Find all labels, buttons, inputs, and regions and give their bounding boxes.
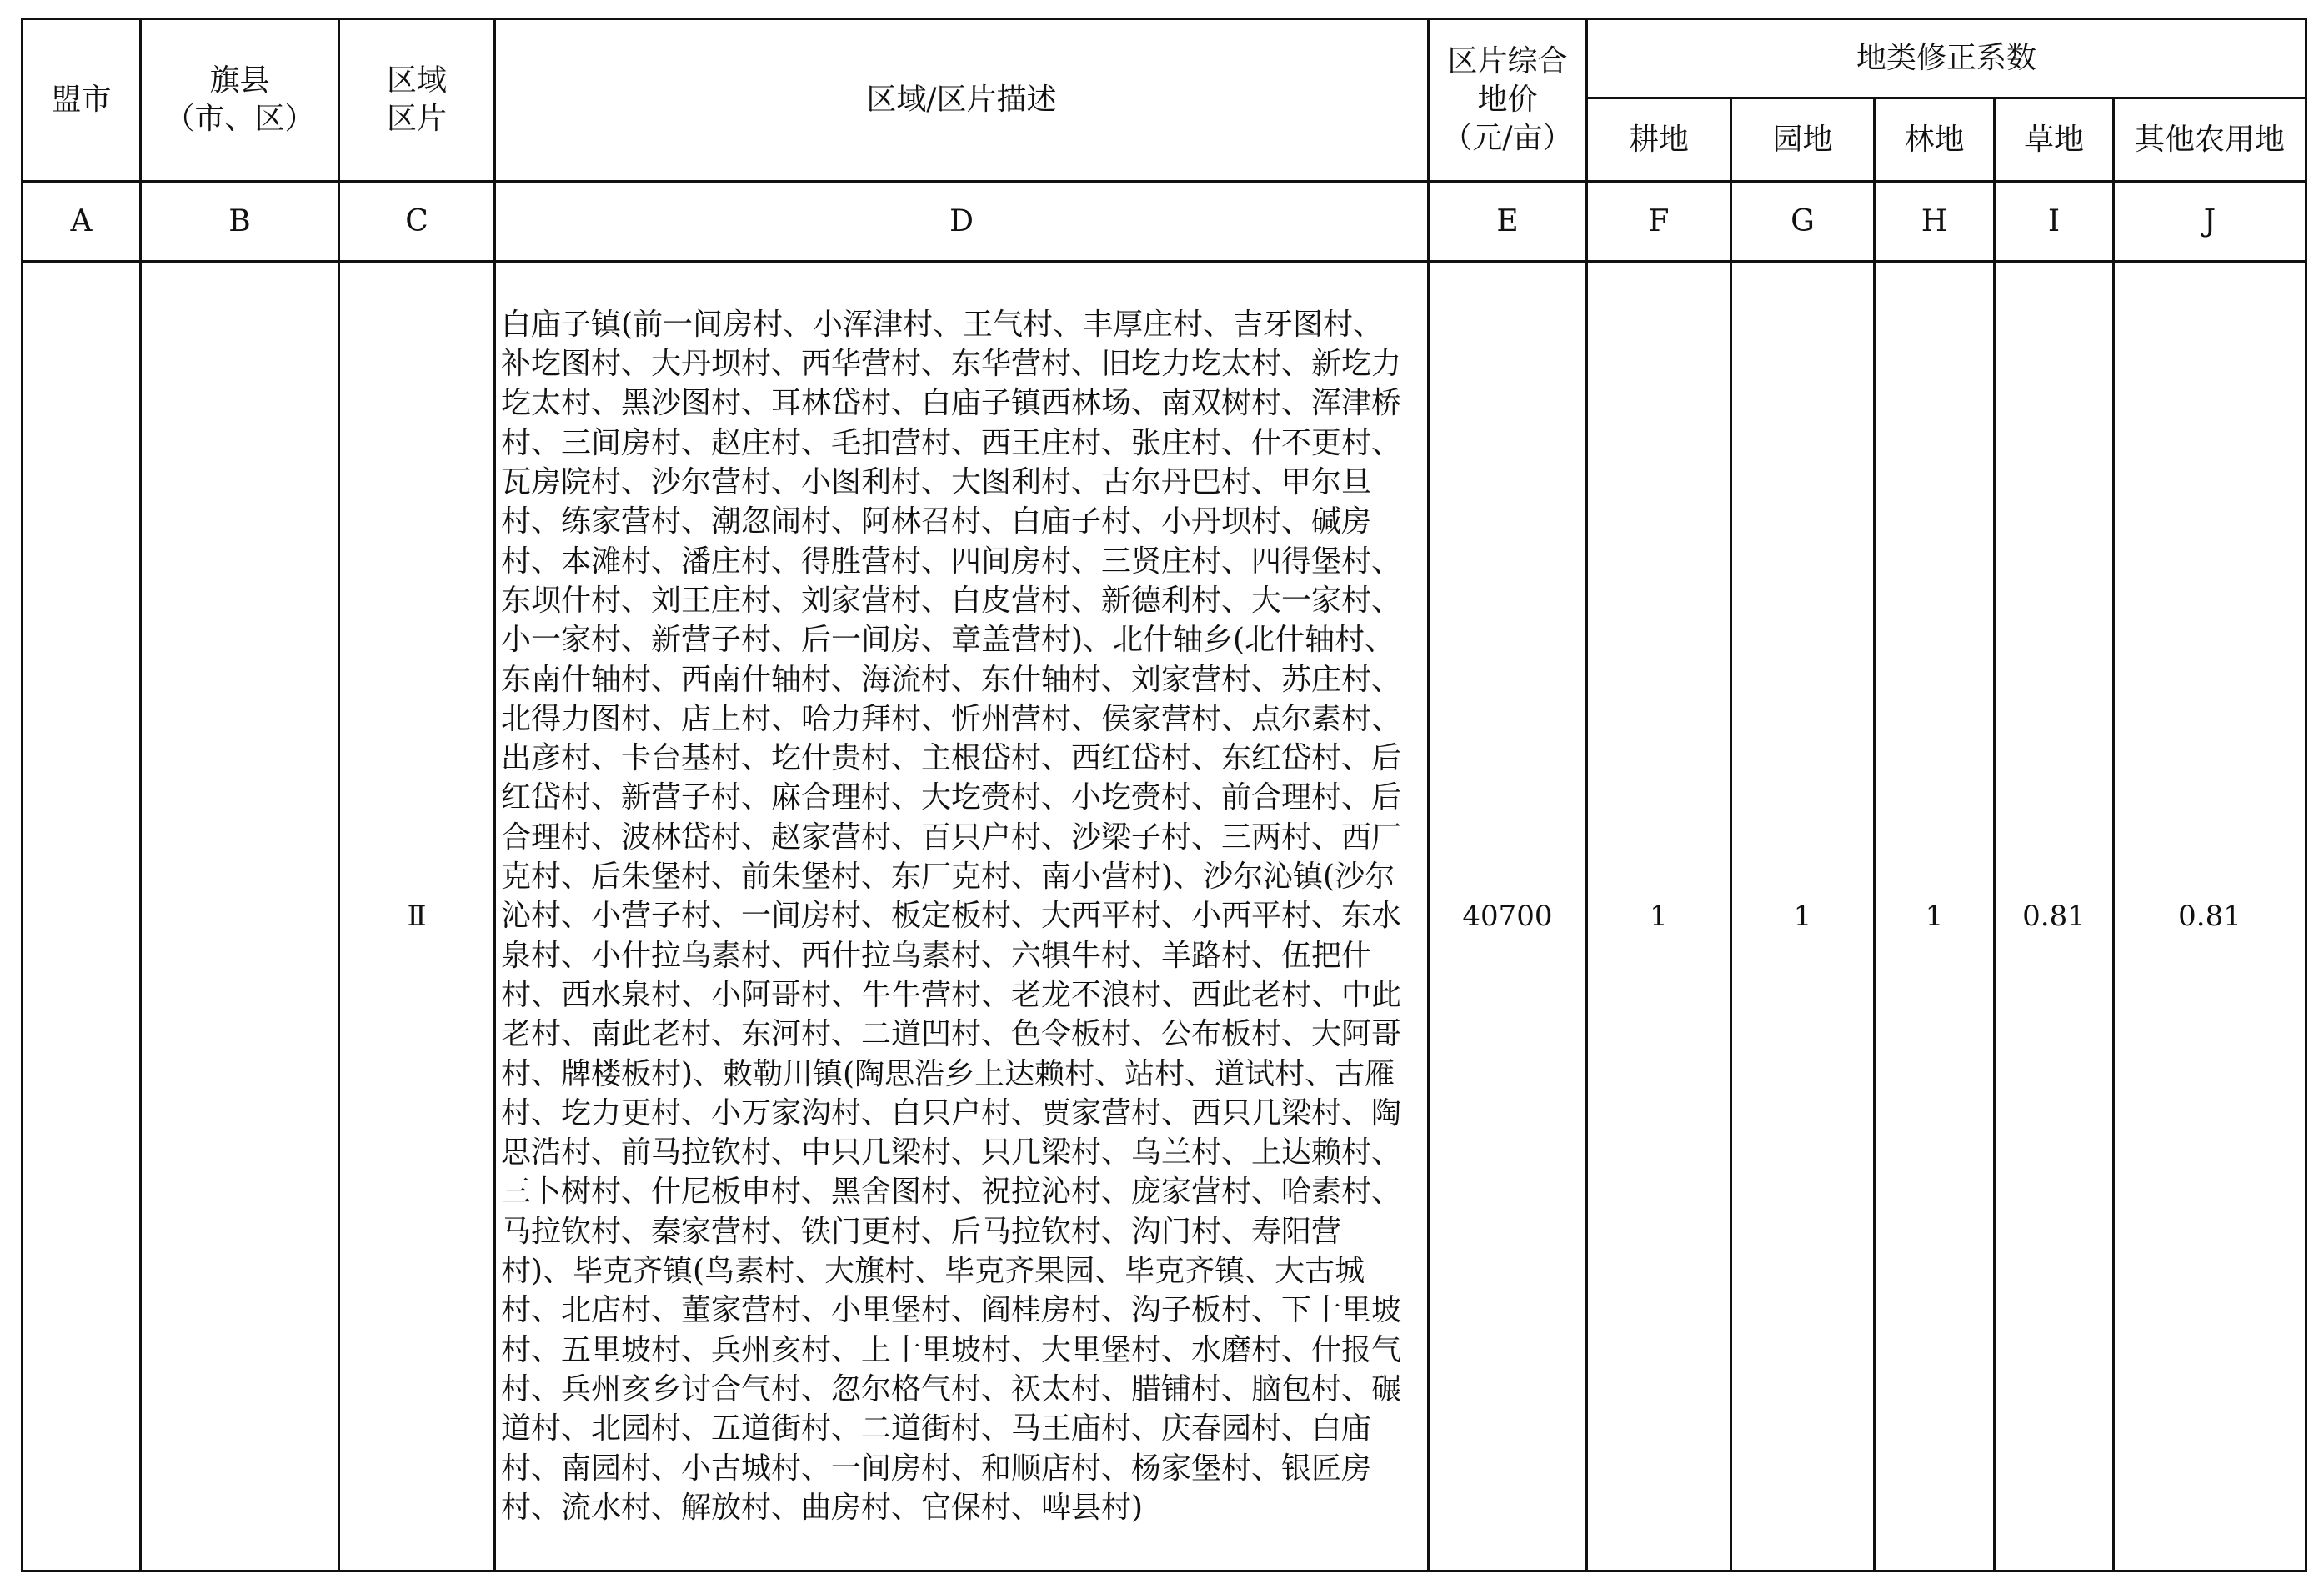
column-letter: C [339, 182, 495, 262]
description-line: 瓦房院村、沙尔营村、小图利村、大图利村、古尔丹巴村、甲尔旦 [501, 465, 1372, 500]
description-line: 补圪图村、大丹坝村、西华营村、东华营村、旧圪力圪太村、新圪力 [501, 347, 1402, 382]
column-letter: E [1429, 182, 1587, 262]
header-league-city: 盟市 [23, 19, 141, 182]
land-price-table [21, 18, 2307, 1572]
cell-grassland: 0.81 [1995, 262, 2114, 1571]
description-line: 道村、北园村、五道街村、二道街村、马王庙村、庆春园村、白庙 [501, 1411, 1372, 1446]
column-letter: G [1731, 182, 1875, 262]
header-farmland: 耕地 [1587, 98, 1731, 182]
description-line: 合理村、波林岱村、赵家营村、百只户村、沙梁子村、三两村、西厂 [501, 820, 1402, 855]
description-line: 小一家村、新营子村、后一间房、章盖营村)、北什轴乡(北什轴村、 [501, 623, 1395, 658]
header-county-line1: 旗县 [209, 63, 270, 98]
header-coefficient-group: 地类修正系数 [1587, 19, 2306, 98]
description-line: 思浩村、前马拉钦村、中只几梁村、只几梁村、乌兰村、上达赖村、 [501, 1135, 1402, 1170]
description-line: 村、北店村、董家营村、小里堡村、阎桂房村、沟子板村、下十里坡 [501, 1293, 1402, 1328]
description-line: 村、流水村、解放村、曲房村、官保村、啤县村) [501, 1490, 1144, 1525]
column-letter: H [1875, 182, 1995, 262]
description-line: 东南什轴村、西南什轴村、海流村、东什轴村、刘家营村、苏庄村、 [501, 662, 1402, 697]
cell-league-city [23, 262, 141, 1571]
header-forest: 林地 [1875, 98, 1995, 182]
header-price-line2: 地价 [1477, 83, 1538, 117]
description-line: 圪太村、黑沙图村、耳林岱村、白庙子镇西林场、南双树村、浑津桥 [501, 386, 1402, 421]
header-zone-line2: 区片 [386, 102, 447, 136]
description-line: 村、牌楼板村)、敕勒川镇(陶思浩乡上达赖村、站村、道试村、古雁 [501, 1056, 1395, 1091]
cell-forest: 1 [1875, 262, 1995, 1571]
description-line: 村、西水泉村、小阿哥村、牛牛营村、老龙不浪村、西此老村、中此 [501, 977, 1402, 1012]
column-letter: A [23, 182, 141, 262]
table-row [23, 262, 2306, 1571]
description-line: 村、三间房村、赵庄村、毛扣营村、西王庄村、张庄村、什不更村、 [501, 425, 1402, 460]
description-line: 三卜树村、什尼板申村、黑舍图村、祝拉沁村、庞家营村、哈素村、 [501, 1175, 1402, 1210]
header-row [23, 19, 2306, 98]
header-description: 区域/区片描述 [495, 19, 1429, 182]
column-letter: B [141, 182, 339, 262]
header-garden: 园地 [1731, 98, 1875, 182]
header-other-agri: 其他农用地 [2114, 98, 2306, 182]
header-price [1429, 19, 1587, 182]
cell-county [141, 262, 339, 1571]
column-letter: F [1587, 182, 1731, 262]
description-line: 马拉钦村、秦家营村、铁门更村、后马拉钦村、沟门村、寿阳营 [501, 1214, 1342, 1249]
cell-description [495, 262, 1429, 1571]
column-letter: D [495, 182, 1429, 262]
description-line: 村、南园村、小古城村、一间房村、和顺店村、杨家堡村、银匠房 [501, 1451, 1372, 1486]
description-line: 村、本滩村、潘庄村、得胜营村、四间房村、三贤庄村、四得堡村、 [501, 544, 1402, 579]
description-line: 村、圪力更村、小万家沟村、白只户村、贾家营村、西只几梁村、陶 [501, 1095, 1402, 1130]
cell-price: 40700 [1429, 262, 1587, 1571]
description-line: 北得力图村、店上村、哈力拜村、忻州营村、侯家营村、点尔素村、 [501, 701, 1402, 736]
header-zone [339, 19, 495, 182]
description-line: 克村、后朱堡村、前朱堡村、东厂克村、南小营村)、沙尔沁镇(沙尔 [501, 860, 1395, 895]
cell-other-agri: 0.81 [2114, 262, 2306, 1571]
header-grassland: 草地 [1995, 98, 2114, 182]
description-line: 出彦村、卡台基村、圪什贵村、主根岱村、西红岱村、东红岱村、后 [501, 741, 1402, 776]
column-letter: I [1995, 182, 2114, 262]
column-letter-row [23, 182, 2306, 262]
header-price-line3: （元/亩） [1442, 121, 1573, 155]
header-county [141, 19, 339, 182]
description-line: 沁村、小营子村、一间房村、板定板村、大西平村、小西平村、东水 [501, 899, 1402, 934]
column-letter: J [2114, 182, 2306, 262]
description-line: 村、五里坡村、兵州亥村、上十里坡村、大里堡村、水磨村、什报气 [501, 1332, 1402, 1367]
header-county-line2: （市、区） [164, 102, 315, 136]
description-line: 村、练家营村、潮忽闹村、阿林召村、白庙子村、小丹坝村、碱房 [501, 504, 1372, 539]
description-line: 白庙子镇(前一间房村、小浑津村、王气村、丰厚庄村、吉牙图村、 [501, 307, 1384, 342]
description-line: 村、兵州亥乡讨合气村、忽尔格气村、祆太村、腊铺村、脑包村、碾 [501, 1371, 1402, 1406]
description-line: 泉村、小什拉乌素村、西什拉乌素村、六犋牛村、羊路村、伍把什 [501, 938, 1372, 973]
description-line: 红岱村、新营子村、麻合理村、大圪赍村、小圪赍村、前合理村、后 [501, 780, 1402, 815]
cell-farmland: 1 [1587, 262, 1731, 1571]
header-zone-line1: 区域 [386, 63, 447, 98]
description-line: 村)、毕克齐镇(鸟素村、大旗村、毕克齐果园、毕克齐镇、大古城 [501, 1254, 1365, 1289]
cell-garden: 1 [1731, 262, 1875, 1571]
cell-zone: Ⅱ [339, 262, 495, 1571]
header-price-line1: 区片综合 [1447, 44, 1568, 78]
description-line: 东坝什村、刘王庄村、刘家营村、白皮营村、新德利村、大一家村、 [501, 583, 1402, 618]
description-line: 老村、南此老村、东河村、二道凹村、色令板村、公布板村、大阿哥 [501, 1017, 1402, 1052]
